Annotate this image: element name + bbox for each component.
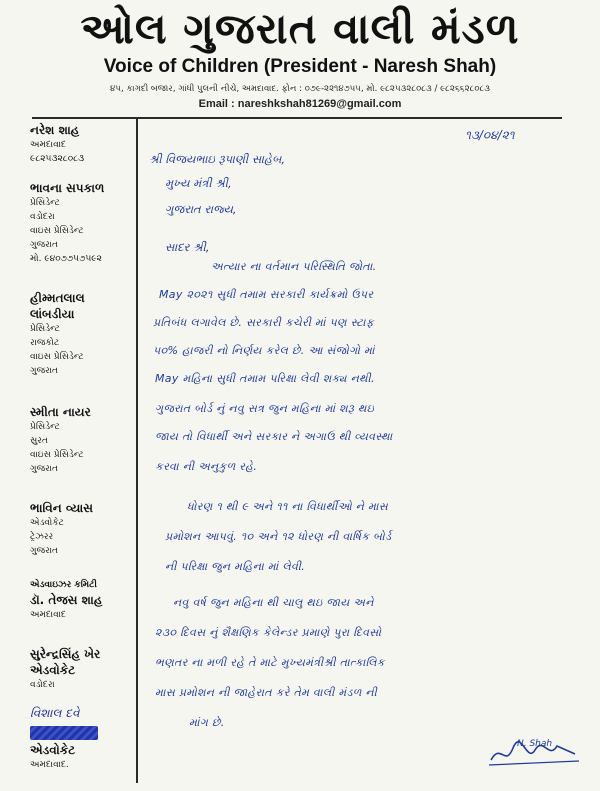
member-detail: ગુજરાત	[30, 546, 58, 556]
member-block	[30, 578, 102, 622]
letter-body-line: ભણતર ના મળી રહે તે માટે મુખ્યમંત્રીશ્રી તાત્કાલિક	[155, 656, 385, 669]
member-detail: રાજકોટ	[30, 338, 60, 348]
member-detail: ગુજરાત	[30, 240, 58, 250]
member-detail: અમદાવાદ	[30, 610, 66, 620]
letter-body-line: કરવા ની અનુકુળ રહે.	[155, 460, 258, 473]
letter-body-line: ની પરિક્ષા જુન મહિના માં લેવી.	[165, 560, 306, 573]
member-detail: વાઇસ પ્રેસિડેન્ટ	[30, 450, 84, 460]
member-detail: અમદાવાદ	[30, 140, 66, 150]
letter-body-line: ગુજરાત બોર્ડ નું નવુ સત્ર જુન મહિના માં શરૂ થઇ	[155, 402, 374, 415]
member-detail: ૯૮૨૫૩૨૮૦૮૩	[30, 154, 85, 164]
letter-body-line: પ્રતિબંધ લગાવેલ છે. સરકારી કચેરી માં પણ સ્ટાફ	[153, 316, 374, 329]
member-detail: અમદાવાદ.	[30, 760, 69, 770]
member-detail: પ્રેસિડેન્ટ	[30, 198, 60, 208]
sidebar-divider	[136, 117, 138, 783]
member-detail: ટ્રેઝરર	[30, 532, 54, 542]
salutation: સાદર શ્રી,	[165, 240, 210, 254]
letterhead-header	[0, 0, 600, 118]
member-name: લાંબડીયા	[30, 307, 75, 321]
member-block	[30, 742, 75, 772]
letter-body-line: ધોરણ ૧ થી ૯ અને ૧૧ ના વિધાર્થીઓ ને માસ	[187, 500, 388, 513]
member-name: નરેશ શાહ	[30, 123, 80, 137]
member-detail: એડવોકેટ	[30, 518, 64, 528]
member-name: ડૉ. તેજસ શાહ	[30, 593, 103, 607]
member-name: એડવોકેટ	[30, 743, 76, 757]
member-detail: મો. ૯૪૦૭૭૫૭૫૯૨	[30, 254, 102, 264]
letter-body-line: અત્યાર ના વર્તમાન પરિસ્થિતિ જોતા.	[211, 260, 377, 273]
header-divider	[32, 117, 562, 119]
letter-body-line: માસ પ્રમોશન ની જાહેરાત કરે તેમ વાલી મંડળ ની	[155, 686, 378, 699]
member-detail: ગુજરાત	[30, 366, 58, 376]
organization-address: ૪૫, કાગદી બજાર, ગાંધી પુલની નીચે, અમદાવાદ. ફોન : ૦૭૯-૨૨૧૪૭૫૫, મો. ૯૮૨૫૩૨૮૦૮૩ / ૯૮૨૬૬૨૮૦૮૩	[110, 84, 490, 94]
member-block	[30, 646, 100, 692]
member-detail: ગુજરાત	[30, 464, 58, 474]
letter-body-line: નવુ વર્ષ જુન મહિના થી ચાલુ થઇ જાય અને	[173, 596, 374, 609]
letter-body-line: પ્રમોશન આપવું. ૧૦ અને ૧૨ ધોરણ ની વાર્ષિક બોર્ડ	[165, 530, 392, 543]
member-detail: સુરત	[30, 436, 48, 446]
letter-body-line: May મહિના સુધી તમામ પરિક્ષા લેવી શક્ય નથી.	[155, 372, 375, 385]
organization-title: ઓલ ગુજરાત વાલી મંડળ	[80, 4, 520, 53]
member-name: સ્મીતા નાયર	[30, 405, 91, 419]
letter-body-line: માંગ છે.	[189, 716, 225, 729]
recipient-line: શ્રી વિજયભાઇ રૂપાણી સાહેબ,	[149, 152, 286, 166]
member-name: ભાવના સપકાળ	[30, 181, 105, 195]
recipient-line: ગુજરાત રાજ્ય,	[165, 202, 237, 216]
member-detail: પ્રેસિડેન્ટ	[30, 422, 60, 432]
organization-subtitle: Voice of Children (President - Naresh Shah)	[103, 56, 497, 77]
member-name: એડવોકેટ	[30, 663, 76, 677]
signature	[487, 734, 583, 774]
member-detail: પ્રેસિડેન્ટ	[30, 324, 60, 334]
member-name: સુરેન્દ્રસિંહ ખેર	[30, 647, 101, 661]
member-block	[30, 500, 93, 558]
member-name: એડવાઇઝર કમિટી	[30, 580, 97, 590]
organization-email: Email : nareshkshah81269@gmail.com	[198, 98, 402, 110]
redaction-scribble	[30, 726, 98, 740]
handwritten-member-name: વિશાલ દવે	[30, 706, 80, 720]
member-block	[30, 122, 84, 166]
letter-body-line: ૨૩૦ દિવસ નું શૈક્ષણિક કેલેન્ડર પ્રમાણે પુરા દિવસો	[155, 626, 382, 639]
member-name: હીમ્મતલાલ	[30, 291, 85, 305]
signature-text: N. Shah	[517, 739, 553, 749]
signature-scrawl-icon	[487, 734, 583, 770]
member-block	[30, 290, 85, 378]
member-block	[30, 180, 104, 266]
recipient-line: મુખ્ય મંત્રી શ્રી,	[165, 176, 232, 190]
letter-date: ૧૩/૦૪/૨૧	[465, 128, 515, 142]
letter-body-line: ૫૦% હાજરી નો નિર્ણય કરેલ છે. આ સંજોગો માં	[153, 344, 375, 357]
member-detail: વાઇસ પ્રેસિડેન્ટ	[30, 352, 84, 362]
member-detail: વડોદરા	[30, 680, 55, 690]
member-detail: વાઇસ પ્રેસિડેન્ટ	[30, 226, 84, 236]
member-name: ભાવિન વ્યાસ	[30, 501, 93, 515]
letter-body-line: જાય તો વિધાર્થી અને સરકાર ને અગાઉ થી વ્યવસ્થા	[155, 430, 393, 443]
letter-body-line: May ૨૦૨૧ સુધી તમામ સરકારી કાર્યક્રમો ઉપર	[159, 288, 374, 301]
member-detail: વડોદરા	[30, 212, 55, 222]
member-block	[30, 404, 91, 476]
